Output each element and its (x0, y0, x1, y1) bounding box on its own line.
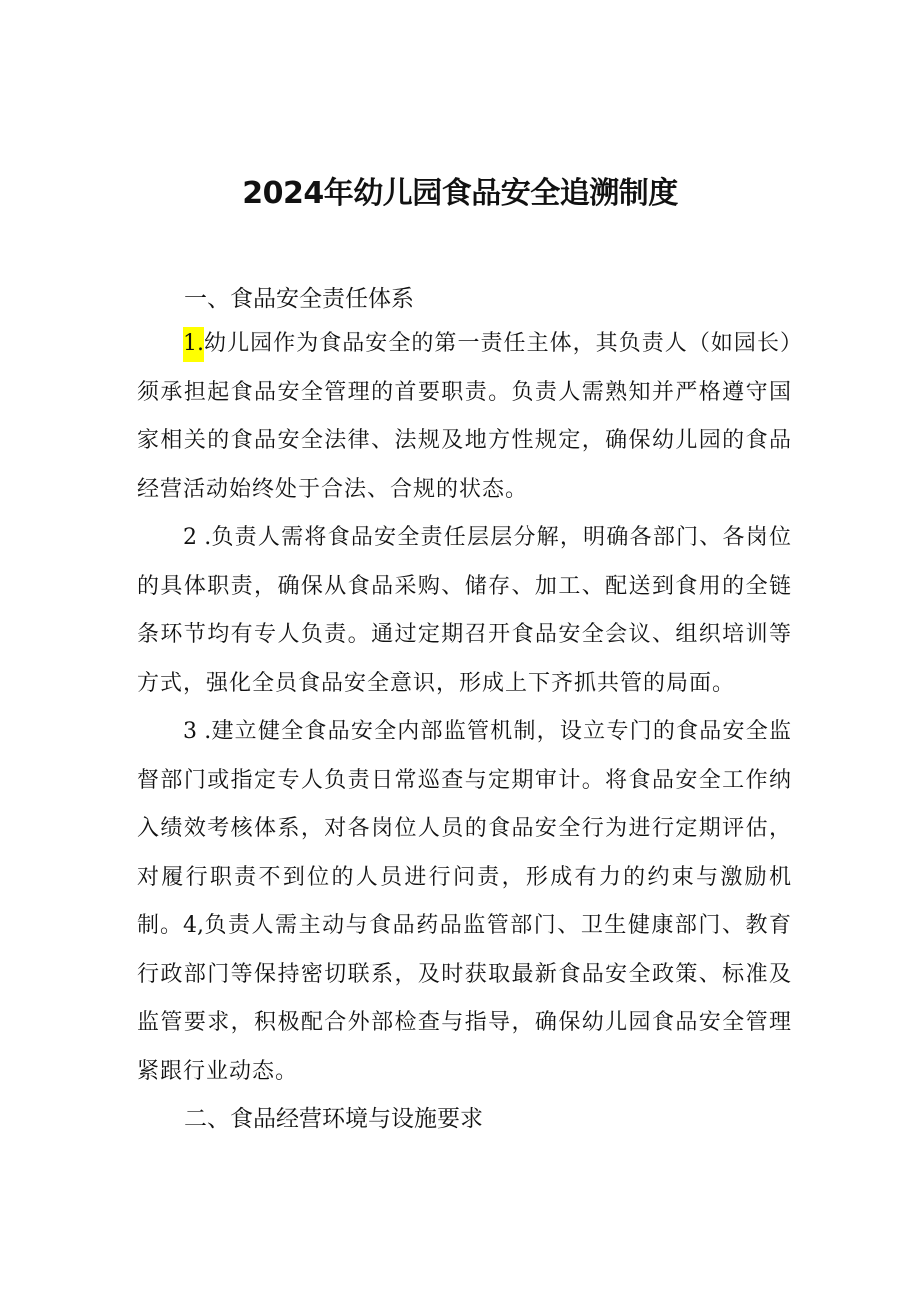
paragraph-4 (137, 902, 792, 1096)
paragraph-2 (137, 514, 792, 708)
paragraph-text: 负责人需主动与食品药品监管部门、卫生健康部门、教育行政部门等保持密切联系，及时获取最新食品安全政策、标准及监管要求，积极配合外部检查与指导，确保幼儿园食品安全管理紧跟行业动态。 (137, 913, 792, 1084)
paragraph-text: 幼儿园作为食品安全的第一责任主体，其负责人（如园长）须承担起食品安全管理的首要职责。负责人需熟知并严格遵守国家相关的食品安全法律、法规及地方性规定，确保幼儿园的食品经营活动始终处于合法、合规的状态。 (137, 331, 792, 502)
paragraph-number: 3 . (183, 719, 212, 744)
section-heading-2: 二、食品经营环境与设施要求 (184, 1106, 483, 1132)
paragraph-number-highlighted: 1. (183, 327, 204, 362)
paragraph-1 (137, 320, 792, 514)
paragraph-number: 2 . (183, 525, 212, 550)
document-title: 2024年幼儿园食品安全追溯制度 (242, 176, 678, 211)
paragraph-text: 建立健全食品安全内部监管机制，设立专门的食品安全监督部门或指定专人负责日常巡查与定期审计。将食品安全工作纳入绩效考核体系，对各岗位人员的食品安全行为进行定期评估，对履行职责不到位的人员进行问责，形成有力的约束与激励机制。 (137, 719, 792, 938)
section-heading-1: 一、食品安全责任体系 (184, 286, 414, 312)
paragraph-number: 4, (183, 913, 204, 938)
paragraph-text: 负责人需将食品安全责任层层分解，明确各部门、各岗位的具体职责，确保从食品采购、储存、加工、配送到食用的全链条环节均有专人负责。通过定期召开食品安全会议、组织培训等方式，强化全员食品安全意识，形成上下齐抓共管的局面。 (137, 525, 792, 696)
